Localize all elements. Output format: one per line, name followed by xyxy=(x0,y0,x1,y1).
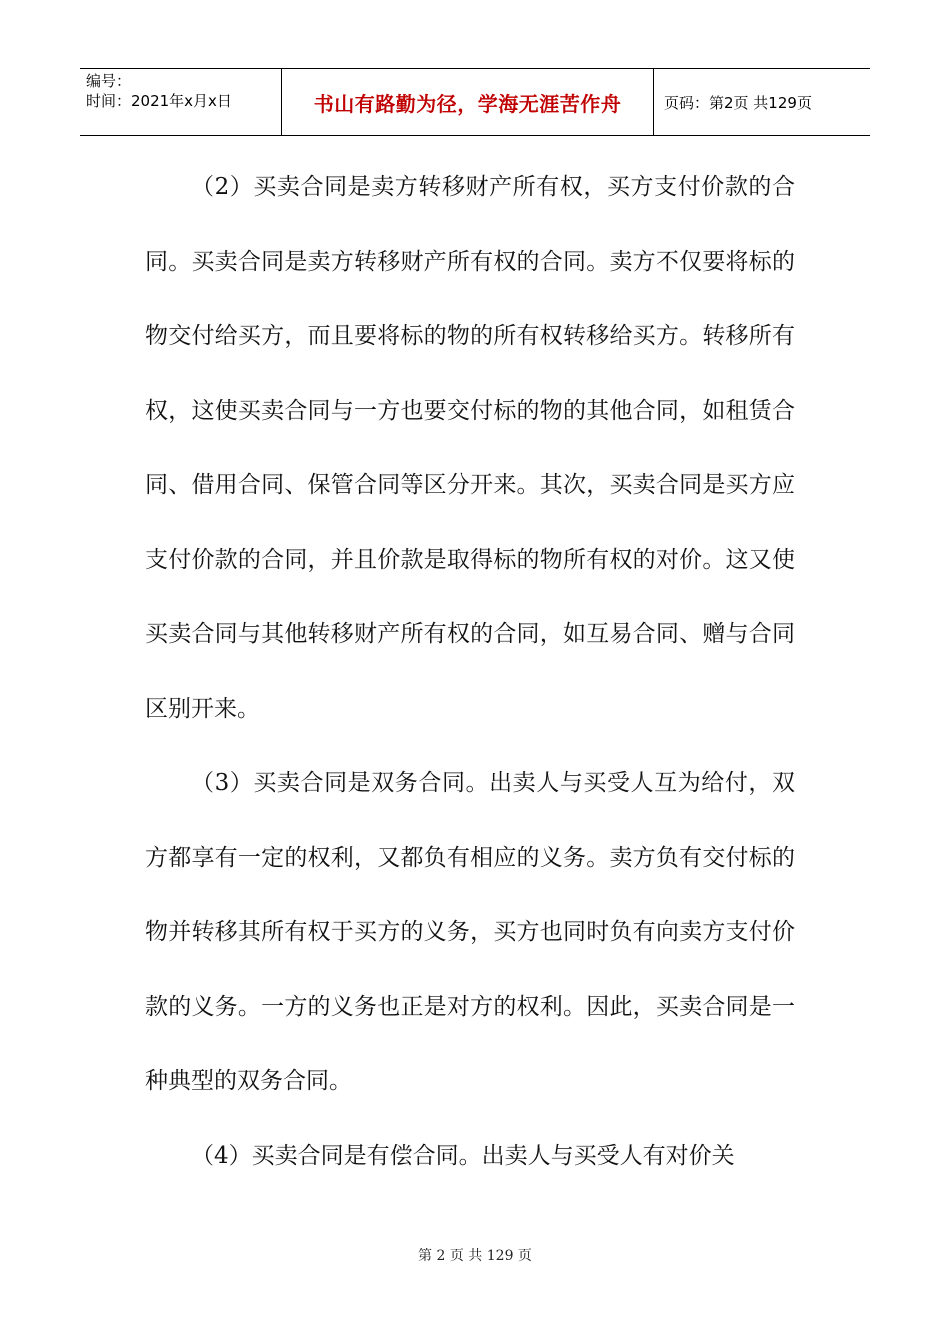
date-label: 时间：2021年x月x日 xyxy=(86,92,232,110)
paragraph: （2）买卖合同是卖方转移财产所有权，买方支付价款的合同。买卖合同是卖方转移财产所有权的合同。卖方不仅要将标的物交付给买方，而且要将标的物的所有权转移给买方。转移所有权，这使买卖合同与一方也要交付标的物的其他合同，如租赁合同、借用合同、保管合同等区分开来。其次，买卖合同是买方应支付价款的合同，并且价款是取得标的物所有权的对价。这又使买卖合同与其他转移财产所有权的合同，如互易合同、赠与合同区别开来。 xyxy=(145,174,795,722)
paragraph: （4）买卖合同是有偿合同。出卖人与买受人有对价关 xyxy=(191,1142,735,1169)
page-header xyxy=(80,68,870,136)
header-motto: 书山有路勤为径，学海无涯苦作舟 xyxy=(282,69,654,135)
number-label: 编号： xyxy=(86,72,132,90)
header-page-info: 页码：第2页 共129页 xyxy=(664,93,812,112)
document-body xyxy=(145,150,795,1193)
paragraph: （3）买卖合同是双务合同。出卖人与买受人互为给付，双方都享有一定的权利，又都负有相应的义务。卖方负有交付标的物并转移其所有权于买方的义务，买方也同时负有向卖方支付价款的义务。一方的义务也正是对方的权利。因此，买卖合同是一种典型的双务合同。 xyxy=(145,770,795,1094)
header-meta-cell xyxy=(80,69,282,135)
page-footer: 第 2 页 共 129 页 xyxy=(418,1248,532,1264)
